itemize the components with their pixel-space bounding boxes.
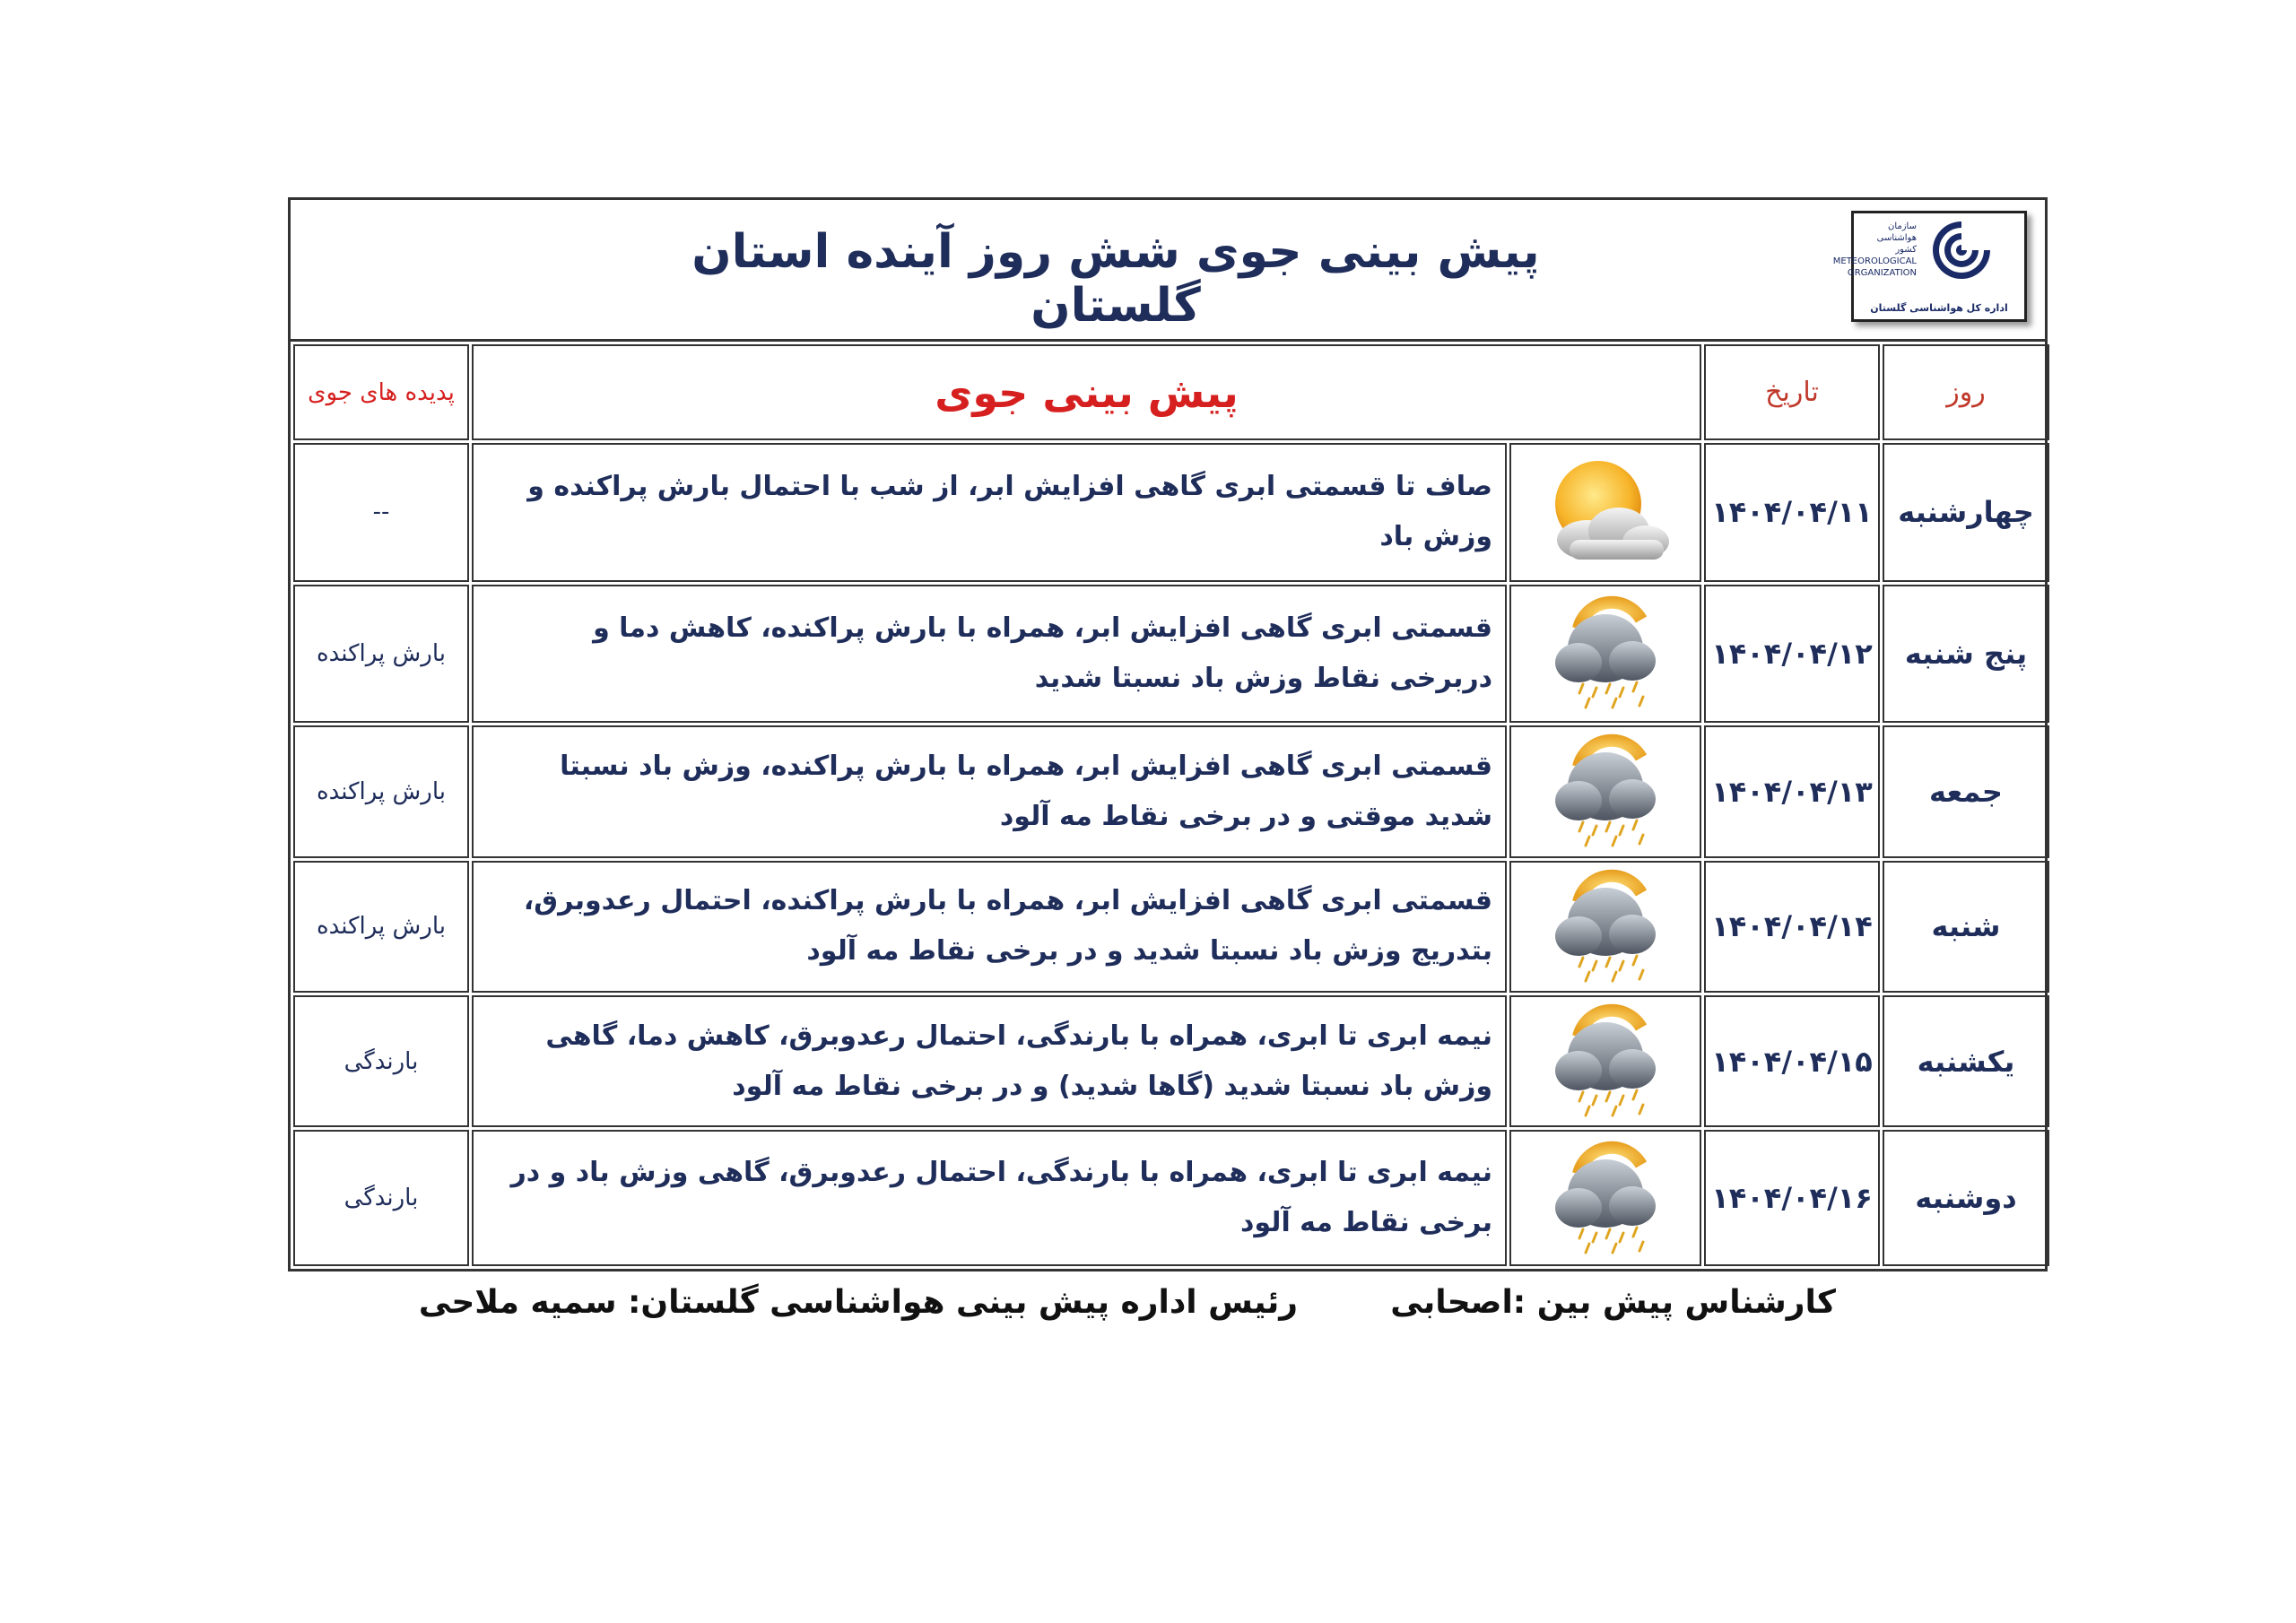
row-date: ۱۴۰۴/۰۴/۱۶ — [1704, 1130, 1880, 1266]
table-row — [293, 585, 2049, 724]
row-phenomena: بارندگی — [293, 1130, 469, 1266]
row-weather-icon — [1509, 861, 1701, 993]
row-weather-icon — [1509, 1130, 1701, 1266]
row-phenomena: بارش پراکنده — [293, 861, 469, 993]
row-weather-icon — [1509, 995, 1701, 1127]
row-date: ۱۴۰۴/۰۴/۱۵ — [1704, 995, 1880, 1127]
met-logo-emblem-icon — [1926, 219, 1997, 282]
row-day: شنبه — [1883, 861, 2049, 993]
table-row — [293, 995, 2049, 1127]
logo-bottom-text: اداره کل هواشناسی گلستان — [1870, 302, 2008, 314]
table-header-row — [293, 344, 2049, 440]
logo-top-text: سازمان هواشناسی کشور METEOROLOGICAL ORGANIZATION — [1832, 221, 1917, 278]
row-day: دوشنبه — [1883, 1130, 2049, 1266]
sun-cloud-icon — [1534, 503, 1677, 520]
row-phenomena: بارش پراکنده — [293, 585, 469, 724]
row-day: پنج شنبه — [1883, 585, 2049, 724]
row-forecast: نیمه ابری تا ابری، همراه با بارندگی، احتمال رعدوبرق، گاهی وزش باد و در برخی نقاط مه آلود — [472, 1130, 1507, 1266]
header-phenomena: پدیده های جوی — [293, 344, 469, 440]
row-weather-icon — [1509, 585, 1701, 724]
row-phenomena: -- — [293, 443, 469, 582]
cloud-rain-icon — [1543, 644, 1668, 661]
cloud-rain-icon — [1543, 917, 1668, 934]
row-date: ۱۴۰۴/۰۴/۱۲ — [1704, 585, 1880, 724]
footer-head: رئیس اداره پیش بینی هواشناسی گلستان: سمیه ملاحی — [418, 1284, 1298, 1321]
met-logo — [1832, 211, 2027, 322]
row-phenomena: بارش پراکنده — [293, 725, 469, 857]
row-phenomena: بارندگی — [293, 995, 469, 1127]
row-date: ۱۴۰۴/۰۴/۱۴ — [1704, 861, 1880, 993]
forecast-sheet — [288, 197, 2048, 1271]
header-forecast: پیش بینی جوی — [472, 344, 1701, 440]
title-bar — [291, 200, 2045, 342]
row-day: چهارشنبه — [1883, 443, 2049, 582]
row-forecast: نیمه ابری تا ابری، همراه با بارندگی، احتمال رعدوبرق، کاهش دما، گاهی وزش باد نسبتا شدید (گاها شدید) و در برخی نقاط مه آلود — [472, 995, 1507, 1127]
row-date: ۱۴۰۴/۰۴/۱۳ — [1704, 725, 1880, 857]
row-date: ۱۴۰۴/۰۴/۱۱ — [1704, 443, 1880, 582]
header-day: روز — [1883, 344, 2049, 440]
row-day: جمعه — [1883, 725, 2049, 857]
cloud-rain-icon — [1543, 782, 1668, 799]
cloud-rain-icon — [1543, 1189, 1668, 1206]
table-row — [293, 1130, 2049, 1266]
row-forecast: قسمتی ابری گاهی افزایش ابر، همراه با بارش پراکنده، کاهش دما و دربرخی نقاط وزش باد نسبتا شدید — [472, 585, 1507, 724]
row-forecast: صاف تا قسمتی ابری گاهی افزایش ابر، از شب با احتمال بارش پراکنده و وزش باد — [472, 443, 1507, 582]
table-row — [293, 725, 2049, 857]
footer-forecaster: کارشناس پیش بین :اصحابی — [1390, 1284, 1836, 1321]
header-date: تاریخ — [1704, 344, 1880, 440]
row-forecast: قسمتی ابری گاهی افزایش ابر، همراه با بارش پراکنده، وزش باد نسبتا شدید موقتی و در برخی نقاط مه آلود — [472, 725, 1507, 857]
row-forecast: قسمتی ابری گاهی افزایش ابر، همراه با بارش پراکنده، احتمال رعدوبرق، بتدریج وزش باد نسبتا شدید و در برخی نقاط مه آلود — [472, 861, 1507, 993]
cloud-rain-icon — [1543, 1052, 1668, 1069]
forecast-table — [291, 342, 2052, 1269]
table-row — [293, 861, 2049, 993]
row-weather-icon — [1509, 725, 1701, 857]
page-title: پیش بینی جوی شش روز آینده استان گلستان — [691, 225, 1540, 333]
row-weather-icon — [1509, 443, 1701, 582]
row-day: یکشنبه — [1883, 995, 2049, 1127]
table-row — [293, 443, 2049, 582]
